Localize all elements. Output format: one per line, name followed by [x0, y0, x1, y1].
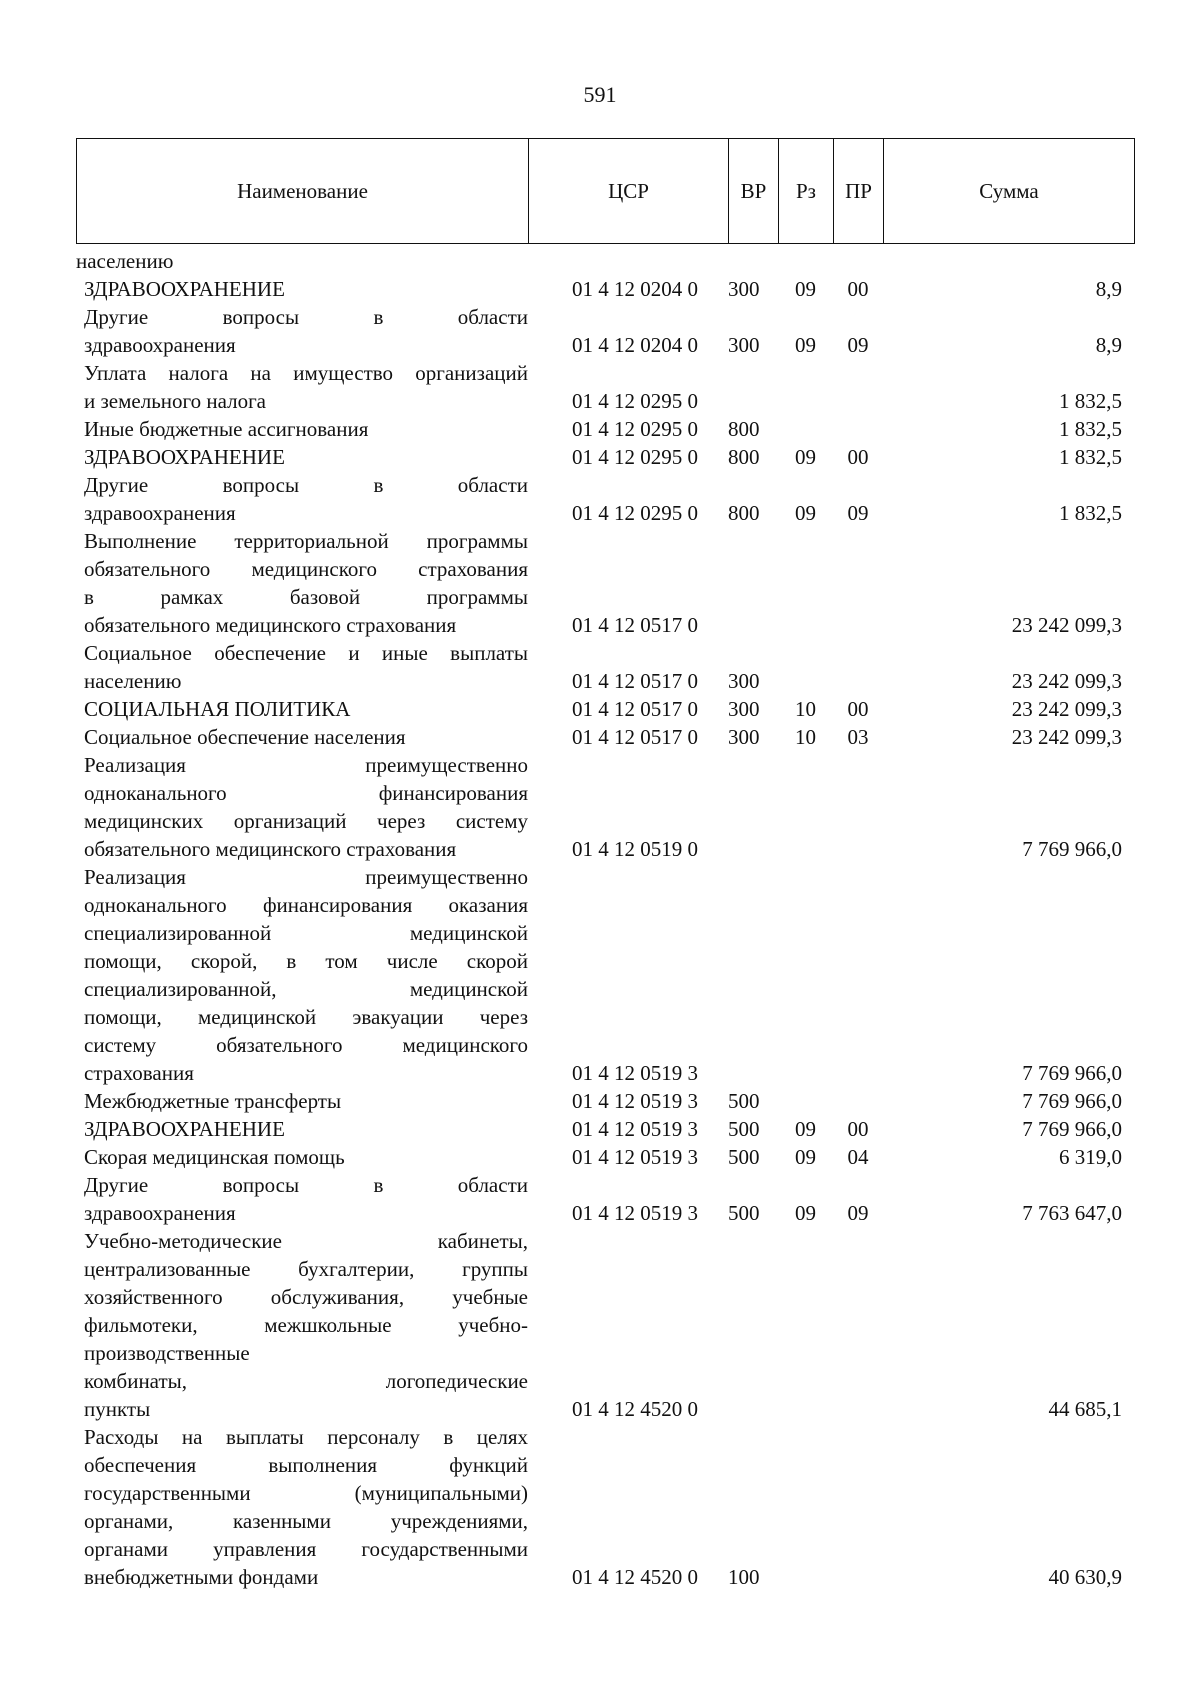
- row-csr: 01 4 12 0519 3: [572, 1089, 698, 1113]
- row-name: Другие вопросы в области здравоохранения: [84, 473, 528, 525]
- row-name: ЗДРАВООХРАНЕНИЕ: [84, 445, 285, 469]
- table-row: [76, 1423, 1134, 1591]
- row-sum: 8,9: [1095, 277, 1122, 301]
- table-row: [76, 1227, 1134, 1423]
- row-pr: 00: [847, 1117, 869, 1141]
- row-csr: 01 4 12 0295 0: [572, 501, 698, 525]
- row-rz: 09: [795, 277, 816, 301]
- row-csr: 01 4 12 0295 0: [572, 417, 698, 441]
- row-rz: 09: [795, 501, 816, 525]
- row-csr: 01 4 12 0517 0: [572, 613, 698, 637]
- row-csr: 01 4 12 0517 0: [572, 669, 698, 693]
- row-pr: 00: [847, 697, 869, 721]
- row-pr: 09: [847, 501, 869, 525]
- row-sum: 7 763 647,0: [1022, 1201, 1122, 1225]
- row-pr: 09: [847, 1201, 869, 1225]
- row-vr: 500: [728, 1201, 760, 1225]
- table-row: [76, 639, 1134, 695]
- table-body: [76, 247, 1134, 1591]
- row-pr: 04: [847, 1145, 869, 1169]
- row-name: Социальное обеспечение и иные выплаты населению: [84, 641, 528, 693]
- row-sum: 7 769 966,0: [1022, 837, 1122, 861]
- row-name: населению: [76, 249, 174, 273]
- table-row: [76, 1087, 1134, 1115]
- row-vr: 300: [728, 669, 760, 693]
- table-row: [76, 751, 1134, 863]
- row-vr: 300: [728, 277, 760, 301]
- row-name: Расходы на выплаты персоналу в целях обеспечения выполнения функций государственными (муниципальными) органами, казенными учреждениями, органами управления государственными внебюджетными фондами: [84, 1425, 528, 1589]
- row-vr: 800: [728, 417, 760, 441]
- table-header: [76, 138, 1135, 244]
- row-vr: 500: [728, 1089, 760, 1113]
- row-rz: 09: [795, 1117, 816, 1141]
- row-sum: 1 832,5: [1059, 389, 1122, 413]
- row-vr: 300: [728, 725, 760, 749]
- row-csr: 01 4 12 0204 0: [572, 277, 698, 301]
- row-vr: 300: [728, 697, 760, 721]
- row-pr: 03: [847, 725, 869, 749]
- row-csr: 01 4 12 4520 0: [572, 1565, 698, 1589]
- row-vr: 800: [728, 501, 760, 525]
- row-sum: 23 242 099,3: [1011, 613, 1122, 637]
- row-name: Учебно-методические кабинеты, централизованные бухгалтерии, группы хозяйственного обслуживания, учебные фильмотеки, межшкольные учебно-производственные комбинаты, логопедические пункты: [84, 1229, 528, 1421]
- row-sum: 1 832,5: [1059, 445, 1122, 469]
- row-name: ЗДРАВООХРАНЕНИЕ: [84, 277, 285, 301]
- table-row: [76, 359, 1134, 415]
- row-sum: 23 242 099,3: [1011, 697, 1122, 721]
- table-row: [76, 723, 1134, 751]
- row-csr: 01 4 12 0519 3: [572, 1117, 698, 1141]
- table-row: [76, 695, 1134, 723]
- row-sum: 7 769 966,0: [1022, 1117, 1122, 1141]
- table-row: [76, 1115, 1134, 1143]
- row-sum: 1 832,5: [1059, 417, 1122, 441]
- row-vr: 800: [728, 445, 760, 469]
- row-sum: 23 242 099,3: [1011, 725, 1122, 749]
- row-name: Другие вопросы в области здравоохранения: [84, 305, 528, 357]
- row-csr: 01 4 12 0204 0: [572, 333, 698, 357]
- row-name: СОЦИАЛЬНАЯ ПОЛИТИКА: [84, 697, 351, 721]
- table-row: [76, 1171, 1134, 1227]
- row-csr: 01 4 12 0517 0: [572, 725, 698, 749]
- header-sum: Сумма: [884, 139, 1135, 244]
- table-row: [76, 1143, 1134, 1171]
- row-sum: 23 242 099,3: [1011, 669, 1122, 693]
- table-row: [76, 863, 1134, 1087]
- row-sum: 8,9: [1095, 333, 1122, 357]
- row-name: Уплата налога на имущество организаций и земельного налога: [84, 361, 528, 413]
- table-row: [76, 247, 1134, 275]
- row-name: Скорая медицинская помощь: [84, 1145, 345, 1169]
- row-csr: 01 4 12 4520 0: [572, 1397, 698, 1421]
- row-name: Иные бюджетные ассигнования: [84, 417, 369, 441]
- row-sum: 1 832,5: [1059, 501, 1122, 525]
- row-csr: 01 4 12 0295 0: [572, 389, 698, 413]
- row-rz: 09: [795, 445, 816, 469]
- row-rz: 09: [795, 1201, 816, 1225]
- table-row: [76, 527, 1134, 639]
- table-row: [76, 415, 1134, 443]
- row-rz: 10: [795, 725, 816, 749]
- row-rz: 10: [795, 697, 816, 721]
- row-name: Социальное обеспечение населения: [84, 725, 406, 749]
- row-csr: 01 4 12 0295 0: [572, 445, 698, 469]
- row-vr: 300: [728, 333, 760, 357]
- page-number: 591: [583, 82, 617, 107]
- row-pr: 00: [847, 277, 869, 301]
- row-csr: 01 4 12 0519 3: [572, 1145, 698, 1169]
- row-sum: 40 630,9: [1048, 1565, 1122, 1589]
- row-rz: 09: [795, 333, 816, 357]
- row-name: Реализация преимущественно одноканального финансирования медицинских организаций через систему обязательного медицинского страхования: [84, 753, 528, 861]
- row-vr: 500: [728, 1117, 760, 1141]
- table-row: [76, 275, 1134, 303]
- row-sum: 6 319,0: [1059, 1145, 1122, 1169]
- row-name: Реализация преимущественно одноканального финансирования оказания специализированной медицинской помощи, скорой, в том числе скорой специализированной, медицинской помощи, медицинской эвакуации через систему обязательного медицинского страхования: [84, 865, 528, 1085]
- header-vr: ВР: [729, 139, 779, 244]
- row-sum: 7 769 966,0: [1022, 1061, 1122, 1085]
- row-csr: 01 4 12 0517 0: [572, 697, 698, 721]
- row-csr: 01 4 12 0519 3: [572, 1061, 698, 1085]
- row-pr: 00: [847, 445, 869, 469]
- row-csr: 01 4 12 0519 0: [572, 837, 698, 861]
- row-vr: 100: [728, 1565, 760, 1589]
- row-name: Выполнение территориальной программы обязательного медицинского страхования в рамках базовой программы обязательного медицинского страхования: [84, 529, 528, 637]
- table-row: [76, 303, 1134, 359]
- row-rz: 09: [795, 1145, 816, 1169]
- header-rz: Рз: [779, 139, 834, 244]
- row-pr: 09: [847, 333, 869, 357]
- row-name: ЗДРАВООХРАНЕНИЕ: [84, 1117, 285, 1141]
- row-name: Межбюджетные трансферты: [84, 1089, 342, 1113]
- row-sum: 44 685,1: [1048, 1397, 1122, 1421]
- header-csr: ЦСР: [529, 139, 729, 244]
- table-row: [76, 471, 1134, 527]
- row-name: Другие вопросы в области здравоохранения: [84, 1173, 528, 1225]
- header-pr: ПР: [834, 139, 884, 244]
- row-sum: 7 769 966,0: [1022, 1089, 1122, 1113]
- row-csr: 01 4 12 0519 3: [572, 1201, 698, 1225]
- row-vr: 500: [728, 1145, 760, 1169]
- table-row: [76, 443, 1134, 471]
- header-name: Наименование: [237, 178, 368, 203]
